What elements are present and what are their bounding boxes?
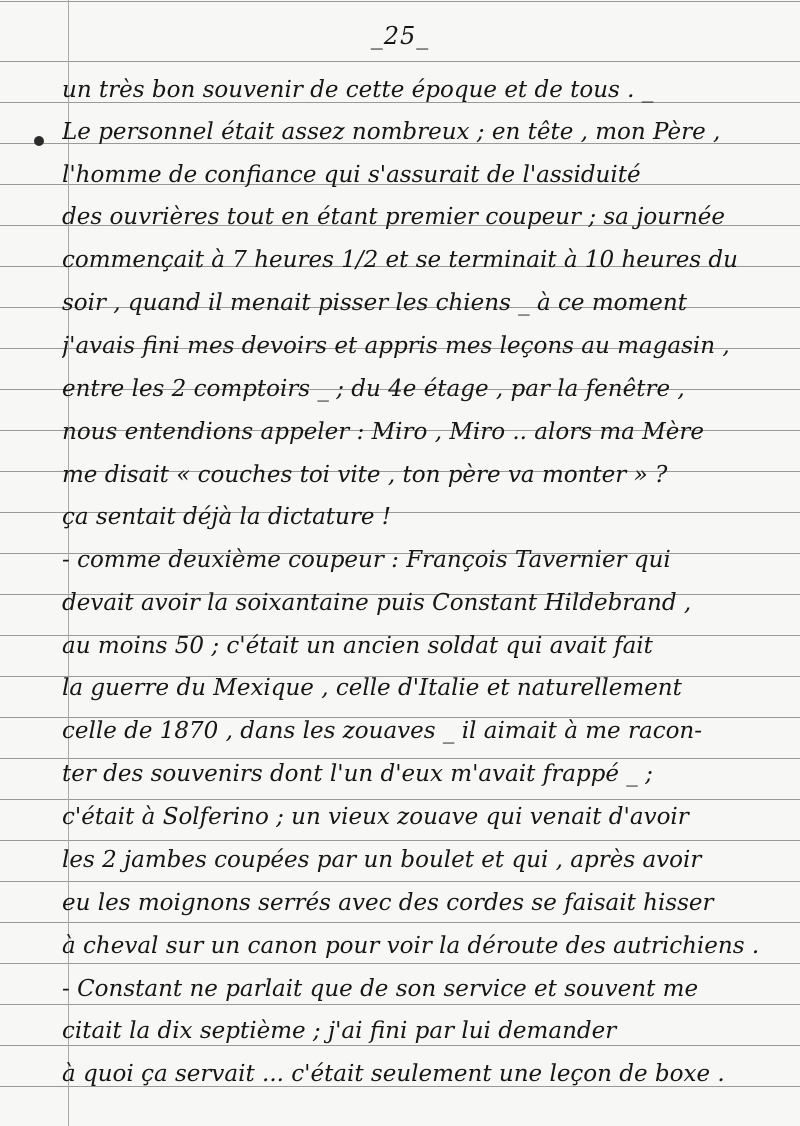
text-line: - Constant ne parlait que de son service et souvent me xyxy=(62,976,699,1002)
text-line: ça sentait déjà la dictature ! xyxy=(62,504,391,530)
text-line: me disait « couches toi vite , ton père va monter » ? xyxy=(62,462,668,488)
text-line: à cheval sur un canon pour voir la déroute des autrichiens . xyxy=(62,933,760,959)
text-line: au moins 50 ; c'était un ancien soldat qui avait fait xyxy=(62,633,653,659)
text-line: celle de 1870 , dans les zouaves _ il aimait à me racon- xyxy=(62,718,703,744)
text-line: à quoi ça servait ... c'était seulement une leçon de boxe . xyxy=(62,1061,725,1087)
text-line: la guerre du Mexique , celle d'Italie et naturellement xyxy=(62,675,682,701)
text-line: entre les 2 comptoirs _ ; du 4e étage , par la fenêtre , xyxy=(62,376,685,402)
text-line: commençait à 7 heures 1/2 et se terminait à 10 heures du xyxy=(62,247,738,273)
text-line: des ouvrières tout en étant premier coupeur ; sa journée xyxy=(62,204,726,230)
text-line: eu les moignons serrés avec des cordes se faisait hisser xyxy=(62,890,714,916)
text-line: j'avais fini mes devoirs et appris mes leçons au magasin , xyxy=(62,333,730,359)
text-line: nous entendions appeler : Miro , Miro .. alors ma Mère xyxy=(62,419,704,445)
text-line: soir , quand il menait pisser les chiens _ à ce moment xyxy=(62,290,687,316)
text-line: ter des souvenirs dont l'un d'eux m'avait frappé _ ; xyxy=(62,761,653,787)
text-line: Le personnel était assez nombreux ; en tête , mon Père , xyxy=(62,119,721,145)
text-line: les 2 jambes coupées par un boulet et qui , après avoir xyxy=(62,847,702,873)
text-line: l'homme de confiance qui s'assurait de l'assiduité xyxy=(62,162,641,188)
page-number: _25_ xyxy=(370,22,430,50)
text-line: citait la dix septième ; j'ai fini par lui demander xyxy=(62,1018,617,1044)
ink-dot xyxy=(34,136,44,146)
text-line: devait avoir la soixantaine puis Constant Hildebrand , xyxy=(62,590,692,616)
text-line: c'était à Solferino ; un vieux zouave qui venait d'avoir xyxy=(62,804,689,830)
text-line: un très bon souvenir de cette époque et de tous . _ xyxy=(62,77,654,103)
text-line: - comme deuxième coupeur : François Tavernier qui xyxy=(62,547,671,573)
